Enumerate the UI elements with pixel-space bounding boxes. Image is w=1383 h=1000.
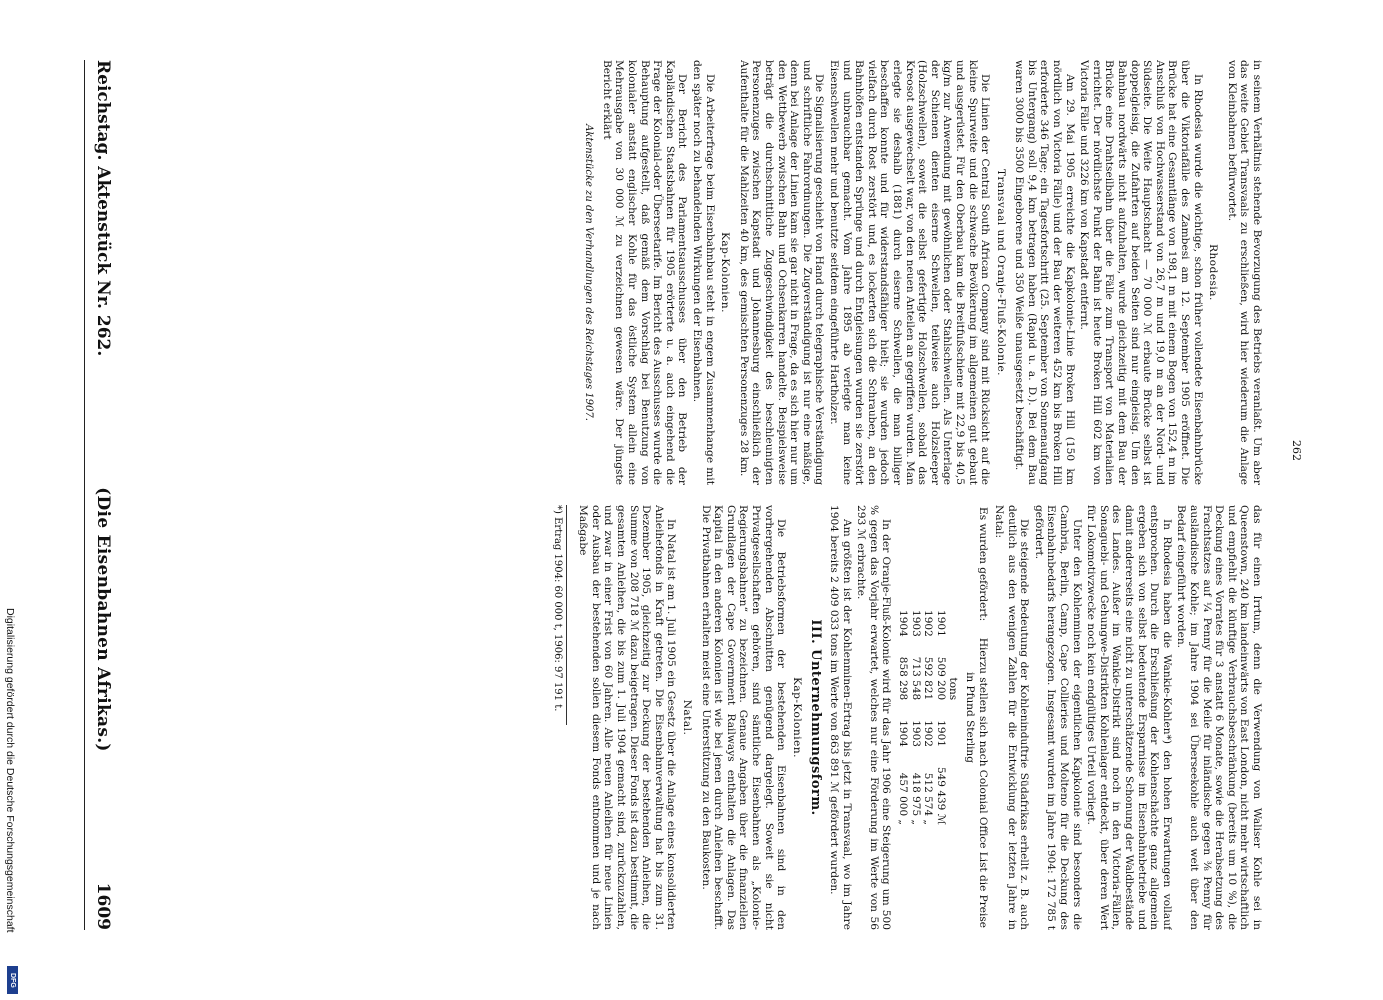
table-cell: 509 200 — [934, 656, 947, 701]
margin-strip — [4, 0, 18, 1000]
paragraph: Die Arbeiterfrage beim Eisenbahnbau steht in engem Zusammenhange mit den später noch zu behandelnden Wirkungen der Eisenbahnen. — [691, 60, 716, 485]
table-cell: 457 000 „ — [896, 772, 909, 825]
table-cell: 858 298 — [896, 656, 909, 701]
table-right-title: Hierzu stellen sich nach Colonial Office List die Preise in Pfund Sterling — [963, 637, 989, 928]
table-cell: 1904 — [896, 720, 909, 747]
table-row — [909, 600, 922, 835]
table-header-row — [947, 600, 960, 835]
page-number: 262 — [1290, 440, 1303, 461]
digitization-note: Digitalisierung gefördert durch die Deutsche Forschungsgemeinschaft — [4, 608, 16, 933]
section-heading: Kap-Kolonien. — [790, 677, 803, 758]
table-left-title: Es wurden gefördert: — [976, 507, 989, 622]
table-cell: 1901 — [934, 720, 947, 747]
section-heading: Natal. — [681, 699, 694, 736]
section-heading: III. Unternehmungsform. — [808, 619, 824, 816]
table-row — [896, 600, 909, 835]
footnote: *) Ertrag 1904: 60 000 t, 1906: 97 191 t. — [550, 505, 567, 725]
table-cell: 1903 — [909, 610, 922, 637]
paragraph: In Natal ist am 1. Juli 1905 ein Gesetz über die Anlage eines konsolidierten Anleihefonds in Kraft getreten. Die Eisenbahnverwaltung hat bis zum 31. Dezember 1905, gleichzeitig zur Deckung der bestehenden Anleihen, die Summe von 208 718 ℳ dazu beigetragen. Dieser Fonds ist dazu bestimmt, die gesamten Anleihen, die bis zum 1. Juli 1904 gemacht sind, zurückzuzahlen, und zwar in einer Frist von 60 Jahren. Alle neuen Anleihen für neue Linien oder Ausbau der bestehenden sollen diesem Fonds entnommen und je nach Maßgabe — [577, 505, 678, 930]
table-cell: 1903 — [909, 720, 922, 747]
table-cell: 592 821 — [922, 656, 935, 701]
dfg-logo: DFG — [7, 966, 18, 994]
paragraph: Die Linien der Central South African Company sind mit Rücksicht auf die kleine Spurweite und die schwache Bevölkerung im allgemeinen gut gebaut und ausgerüstet. Für den Oberbau kam die Breitfußschiene mit 22,9 bis 40,5 kg/m zur Anwendung mit gewöhnlichen oder Stahlschwellen. Als Unterlage der Schienen dienten eiserne Schwellen, teilweise auch Holzsleeper (Holzschwellen), soweit die selbst gefertigte Holzschwellen, sobald das Kreosot ausgewechselt war, von den neuen Anteilen an gegriffen wurden. Man erlegte sie deshalb (1881) durch eiserne Schwellen, die man billiger beschaffen konnte und für widerstandsfähiger hielt; sie wurden jedoch vielfach durch Rost zerstört und, es lockerten sich die Schrauben, an den Bahnhöfen entstanden Sprünge und durch Entgleisungen wurden sie zerstört und unbrauchbar gemacht. Vom Jahre 1895 ab verlegte man keine Eisenschwellen mehr und benutzte seitdem eingeführte Hartholzer. — [828, 60, 992, 485]
table-cell: 549 439 ℳ — [934, 766, 947, 825]
paragraph: Am größten ist der Kohlenminen-Ertrag bis jetzt in Transvaal, wo im Jahre 1904 bereits 2 409 033 tons im Werte von 863 891 ℳ gefördert wurden. — [828, 505, 853, 930]
paragraph: Der Bericht des Parlamentsausschusses über den Betrieb der Kapländischen Staatsbahnen für 1905 erörterte u. a. auch eingehend die Frage der Kolonial-oder Überseetarife. Im Bericht des Ausschusses wurde die Behauptung aufgestellt, daß gemäß dem Vorschlag bei Benutzung von kolonialer anstatt englischer Kohle für das östliche System allein eine Mehrausgabe von 30 000 ℳ zu verzeichnen gewesen wäre. Der jüngste Bericht erklärt — [600, 60, 689, 485]
signature-line: Aktenstücke zu den Verhandlungen des Reichstages 1907. — [583, 124, 595, 421]
paragraph: in seinem Verhältnis stehende Bevorzugung des Betriebs veranlaßt. Um aber das weite Gebiet Transvaals zu erschließen, wird hier wiederum die Anlage von Kleinbahnen befürwortet. — [1225, 60, 1263, 485]
table-cell: 512 574 „ — [922, 772, 935, 825]
coal-statistics-table — [896, 600, 959, 835]
paragraph: das für einen Irrtum, denn die Verwendung von Waliser Kohle sei in Queenstown, 240 km landeinwärts von East London, nicht mehr wirtschaftlich und empfiehlt die künftige Verbrauchsbeschränkung (bereits um 10 %), die Deckung eines Vorrates für 3 anstatt 6 Monate, sowie die Herabsetzung des Frachtsatzes auf ¼ Penny für die Meile für inländische gegen ⅜ Penny für ausländische Kohle; im Jahre 1904 sei Überseekohle auch weit über den Bedarf eingeführt worden. — [1175, 505, 1263, 930]
header-center: (Die Eisenbahnen Afrikas.) — [93, 487, 113, 752]
paragraph: Die Betriebsformen der bestehenden Eisenbahnen sind in den vorhergehenden Abschnitten genügend dargelegt. Soweit sie nicht Privatgesellschaften gehören, sind sämtliche Eisenbahnen als „Kolonie-Regierungsbahnen“ zu bezeichnen. Genaue Angaben über die finanziellen Grundlagen der Cape Government Railways enthalten die Anlagen. Das Kapital in den anderen Kolonien ist wie bei jenen durch Anleihen beschafft. Die Privatbahnen erhalten meist eine Unterstützung zu den Baukosten. — [699, 505, 788, 930]
header-page-number: 1609 — [93, 882, 113, 930]
table-caption — [963, 505, 988, 930]
paragraph: Unter den Kohlenminen der eigentlichen Kapkolonie sind besonders die Cambria, Berlin, Camp, Cape Collieries und Molteno für die Deckung des Eisenbahnbedarfs herangezogen. Insgesamt wurden im Jahre 1904: 172 785 t gefördert. — [1032, 505, 1083, 930]
section-heading: Kap-Kolonien. — [719, 232, 732, 313]
table-cell: 1901 — [934, 610, 947, 637]
paragraph: Die Signalisierung geschieht von Hand durch telegraphische Verständigung und schriftliche Fahrordnungen. Die Zugverständigung ist nur eine mäßige, denn bei Anlage der Linien kam sie gar nicht in Frage, da es sich hier nur um den Wettbewerb zwischen Bahn und Ochsenkarren handelte. Beispielsweise beträgt die durchschnittliche Zuggeschwindigkeit des beschleunigten Personenzuges zwischen Kapstadt und Johannesburg einschließlich der Aufenthalte für die Mahlzeiten 40 km, des gemischten Personenzuges 28 km. — [737, 60, 826, 485]
table-cell: 1902 — [922, 720, 935, 747]
page-header — [84, 60, 121, 930]
table-cell: 713 548 — [909, 656, 922, 701]
section-heading: Transvaal und Oranje-Fluß-Kolonie. — [994, 168, 1007, 377]
table-cell: 418 975 „ — [909, 772, 922, 825]
header-left: Reichstag. Aktenstück Nr. 262. — [93, 60, 113, 357]
paragraph: In Rhodesia haben die Wankie-Kohlen*) den hohen Erwartungen vollauf entsprochen. Durch die Erschließung der Kohlenschächte ganz allgemein ergeben sich von selbst bedeutende Ersparnisse im Eisenbahnbetriebe und damit andererseits eine nicht zu unterschätzende Schonung der Waldbestände des Landes. Außer im Wankie-Distrikt sind noch in den Victoria-Fällen, Sonaguebi- und Gehungwe-Distrikten Kohlenlager entdeckt, über deren Wert für Lokomotivzwecke noch kein endgültiges Urteil vorliegt. — [1085, 505, 1173, 930]
paragraph: In Rhodesia wurde die wichtige, schon früher vollendete Eisenbahnbrücke über die Viktoriafälle des Zambesi am 12. September 1905 eröffnet. Die Brücke hat eine Gesamtlänge von 198,1 m mit einem Bogen von 152,4 m im Anschluß von Hochwasserstand von 26,7 m und 19,0 m an der Nord- und Südseite. Die Weite Hauptschacht — 70 000 ℳ erbaute Brücke selbst ist doppelgleisig, die Zufahrten auf beiden Seiten sind nur eingleisig. Um den Bahnbau nordwärts nicht aufzuhalten, wurde gleichzeitig mit dem Bau der Brücke eine Drahtseilbahn über die Fälle zum Transport von Materialien errichtet. Der nördlichste Punkt der Bahn ist heute Broken Hill 602 km von Victoria Fälle und 3226 km von Kapstadt entfernt. — [1078, 60, 1204, 485]
paragraph: Am 29. Mai 1905 erreichte die Kapkolonie-Linie Broken Hill (150 km nördlich von Victoria Fälle) und der Bau der weiteren 452 km bis Broken Hill erforderte 346 Tage; ein Tagesfortschritt (25. September von Sonnenaufgang bis Untergang) soll 9,4 km betragen haben (Rapid u. a. D.). Bei dem Bau waren 3000 bis 3500 Eingeborene und 350 Weiße unausgesetzt beschäftigt. — [1013, 60, 1076, 485]
table-cell: 1902 — [922, 610, 935, 637]
right-column — [128, 505, 1263, 930]
section-heading: Rhodesia. — [1207, 244, 1220, 301]
paragraph: In der Oranje-Fluß-Kolonie wird für das Jahr 1906 eine Steigerung um 500 % gegen das Vorjahr erwartet, welches nur eine Förderung im Werte von 56 293 ℳ erbrachte. — [855, 505, 893, 930]
table-unit: tons — [947, 677, 960, 701]
table-row — [934, 600, 947, 835]
paragraph: Die steigende Bedeutung der Kohleninduſtrie Südafrikas erhellt z. B. auch deutlich aus den wenigen Zahlen für die Entwicklung der letzten Jahre in Natal: — [993, 505, 1031, 930]
table-cell: 1904 — [896, 610, 909, 637]
left-column — [128, 60, 1263, 485]
table-row — [922, 600, 935, 835]
